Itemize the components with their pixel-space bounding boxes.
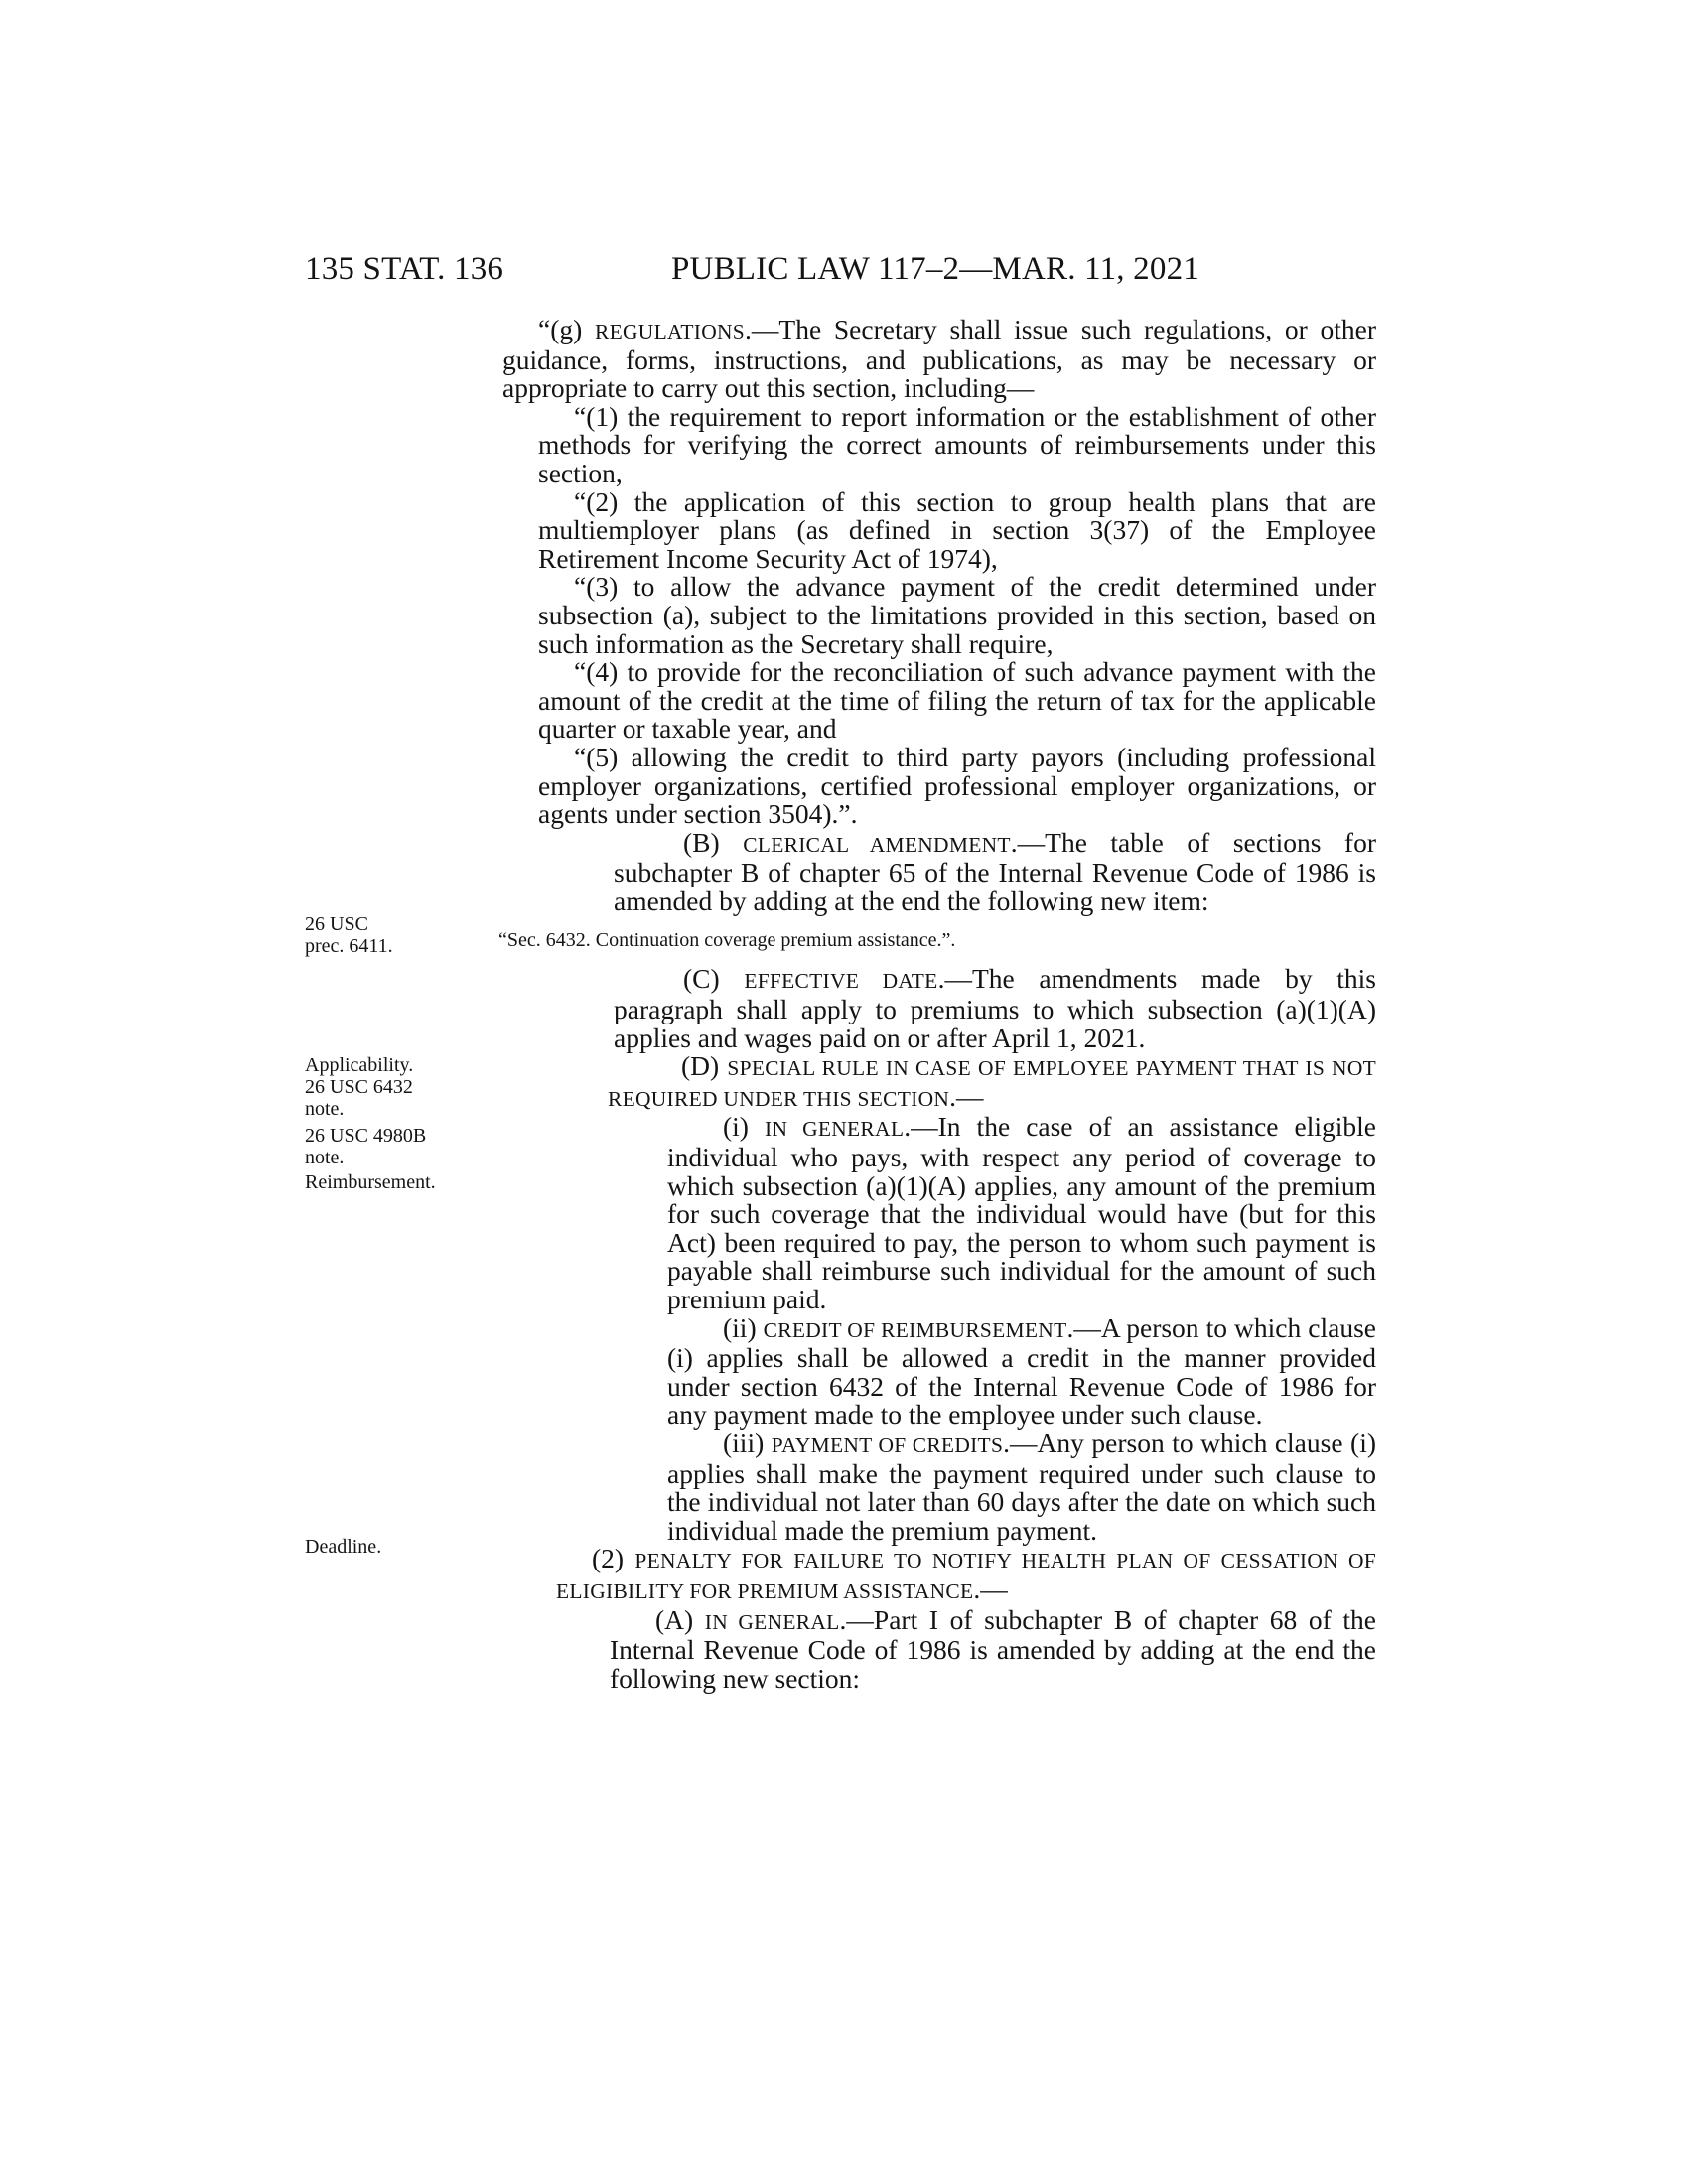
margin-note-line: 26 USC 4980B	[305, 1125, 427, 1147]
subsection-g-heading: REGULATIONS	[595, 320, 746, 343]
margin-note-line: Deadline.	[305, 1536, 382, 1558]
subparagraph-d-text: .—	[949, 1080, 984, 1112]
paragraph-2-penalty	[502, 1545, 1376, 1605]
paragraph-2-text: .—	[973, 1572, 1008, 1604]
paragraph-2-lead: (2)	[592, 1543, 625, 1574]
table-of-sections-item: “Sec. 6432. Continuation coverage premium assistance.”.	[498, 929, 956, 952]
regulation-item-3: “(3) to allow the advance payment of the credit determined under subsection (a), subject to the limitations provided in this section, based on such information as the Secretary shall require,	[538, 571, 1376, 659]
paragraph-2a-lead: (A)	[655, 1603, 694, 1635]
clause-ii-heading: CREDIT OF REIMBURSEMENT	[763, 1317, 1067, 1342]
subsection-g-text: .—The Secretary shall issue such regulations, or other guidance, forms, instructions, and publications, as may be necessary or appropriate to carry out this section, including—	[502, 314, 1377, 404]
margin-note-line: note.	[305, 1098, 345, 1120]
stat-page-reference: 135 STAT. 136	[305, 251, 504, 287]
running-title: PUBLIC LAW 117–2—MAR. 11, 2021	[671, 251, 1199, 287]
statute-text	[498, 314, 1377, 1694]
clause-iii-text: .—Any person to which clause (i) applies shall make the payment required under such clause to the individual not later than 60 days after the date on which such individual made the premium payment.	[667, 1427, 1377, 1546]
clause-ii-credit-of-reimbursement	[502, 1311, 1376, 1431]
subsection-g-regulations	[502, 316, 1376, 403]
margin-note-applicability	[305, 1054, 474, 1120]
margin-note-line: 26 USC 6432	[305, 1076, 413, 1098]
margin-note-line: Reimbursement.	[305, 1171, 436, 1193]
subparagraph-c-text: .—The amendments made by this paragraph shall apply to premiums to which subsection (a)(1)(A) applies and wages paid on or after April 1, 2021.	[614, 963, 1377, 1053]
margin-note-usc-prec-6411	[305, 913, 474, 957]
clause-i-lead: (i)	[723, 1111, 749, 1143]
clause-iii-heading: PAYMENT OF CREDITS	[771, 1433, 1004, 1457]
paragraph-2-heading: PENALTY FOR FAILURE TO NOTIFY HEALTH PLAN OF CESSATION OF ELIGIBILITY FOR PREMIUM ASSISTANCE	[556, 1549, 1376, 1603]
margin-note-line: 26 USC	[305, 913, 368, 935]
paragraph-2-subparagraph-a	[502, 1603, 1377, 1694]
margin-note-usc-4980b	[305, 1125, 474, 1168]
subparagraph-d-lead: (D)	[681, 1050, 720, 1082]
subparagraph-b-text: .—The table of sections for subchapter B of chapter 65 of the Internal Revenue Code of 1986 is amended by adding at the end the following new item:	[614, 826, 1376, 916]
subparagraph-b-lead: (B)	[683, 826, 720, 858]
paragraph-2a-text: .—Part I of subchapter B of chapter 68 of the Internal Revenue Code of 1986 is amended by adding at the end the following new section:	[610, 1603, 1377, 1694]
subsection-g-lead: “(g)	[538, 314, 583, 344]
clause-i-heading: IN GENERAL	[765, 1117, 905, 1142]
clause-iii-lead: (iii)	[723, 1427, 765, 1458]
margin-note-line: Applicability.	[305, 1054, 414, 1076]
margin-note-deadline	[305, 1536, 474, 1558]
paragraph-2a-heading: IN GENERAL	[704, 1609, 840, 1634]
clause-ii-text: .—A person to which clause (i) applies shall be allowed a credit in the manner provided under section 6432 of the Internal Revenue Code of 1986 for any payment made to the employee under such clause.	[667, 1311, 1376, 1431]
regulation-item-2: “(2) the application of this section to group health plans that are multiemployer plans (as defined in section 3(37) of the Employee Retirement Income Security Act of 1974),	[538, 485, 1376, 574]
clause-ii-lead: (ii)	[723, 1311, 757, 1343]
clause-iii-payment-of-credits	[502, 1427, 1377, 1546]
margin-note-reimbursement	[305, 1171, 474, 1193]
margin-note-line: prec. 6411.	[305, 935, 393, 957]
clause-i-in-general	[502, 1113, 1376, 1313]
subparagraph-d-special-rule	[502, 1052, 1376, 1113]
regulation-item-1: “(1) the requirement to report information or the establishment of other methods for verifying the correct amounts of reimbursements under this section,	[538, 400, 1376, 488]
regulation-item-5: “(5) allowing the credit to third party payors (including professional employer organizations, certified professional employer organizations, or agents under section 3504).”.	[538, 741, 1376, 830]
clause-i-text: .—In the case of an assistance eligible individual who pays, with respect any period of coverage to which subsection (a)(1)(A) applies, any amount of the premium for such coverage that the individual would have (but for this Act) been required to pay, the person to whom such payment is payable shall reimburse such individual for the amount of such premium paid.	[667, 1111, 1377, 1314]
subparagraph-d-heading: SPECIAL RULE IN CASE OF EMPLOYEE PAYMENT THAT IS NOT REQUIRED UNDER THIS SECTION	[608, 1056, 1376, 1111]
regulation-item-4: “(4) to provide for the reconciliation of such advance payment with the amount of the credit at the time of filing the return of tax for the applicable quarter or taxable year, and	[538, 656, 1376, 745]
subparagraph-c-effective-date	[502, 965, 1376, 1052]
subparagraph-c-lead: (C)	[683, 963, 720, 995]
subparagraph-b-clerical-amendment	[502, 826, 1376, 916]
subparagraph-c-heading: EFFECTIVE DATE	[744, 969, 938, 994]
subparagraph-b-heading: CLERICAL AMENDMENT	[743, 832, 1011, 857]
margin-note-line: note.	[305, 1147, 345, 1168]
